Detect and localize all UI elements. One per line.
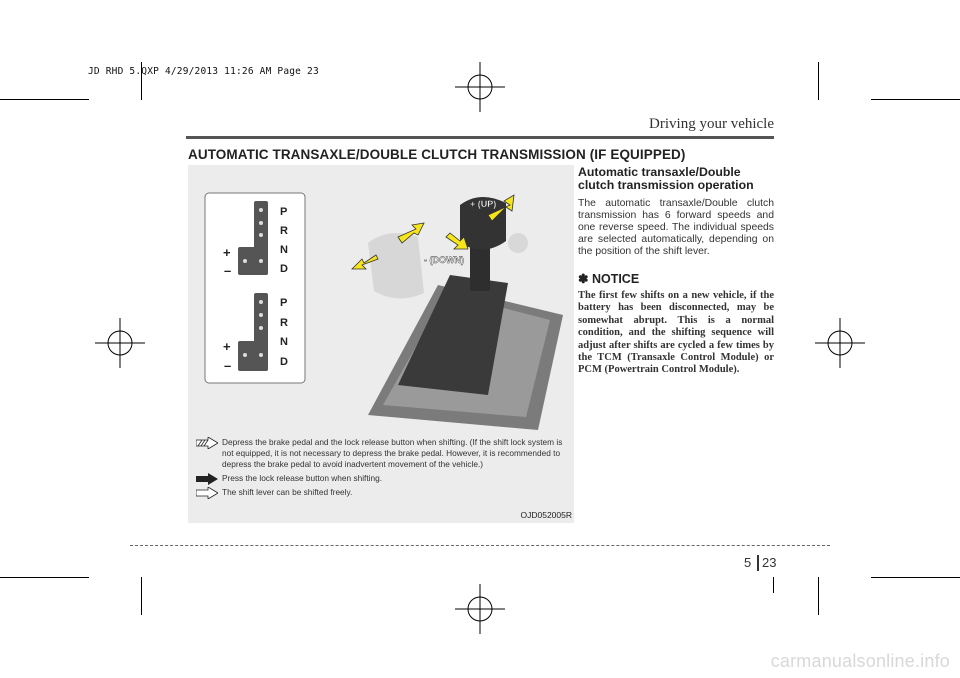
prnd-upper-p: P <box>280 206 288 218</box>
notice-title: ✽ NOTICE <box>578 272 640 286</box>
crop-mark <box>871 99 960 100</box>
registration-target-icon <box>455 62 505 112</box>
legend-item <box>192 437 572 470</box>
subsection-title: Automatic transaxle/Double clutch transmission operation <box>578 165 754 192</box>
watermark: carmanualsonline.info <box>770 651 950 671</box>
crop-mark <box>141 577 142 615</box>
prnd-lower-d: D <box>280 356 288 368</box>
crop-mark <box>871 577 960 578</box>
plus-label: + <box>223 245 231 260</box>
page-separator <box>757 555 759 571</box>
figure-code: OJD052005R <box>520 510 572 520</box>
prnd-upper-r: R <box>280 225 288 237</box>
gate-lower-manual <box>238 341 268 371</box>
ghost-lever <box>368 233 424 298</box>
chapter-number: 5 <box>744 555 752 570</box>
crop-mark <box>0 99 89 100</box>
legend-text: Press the lock release button when shifting. <box>222 473 383 483</box>
registration-target-icon <box>455 584 505 634</box>
body-paragraph: The automatic transaxle/Double clutch transmission has 6 forward speeds and one reverse speed. The individual speeds are selected automatically, depending on the position of the shift lever. <box>578 198 774 257</box>
up-label: + (UP) <box>470 199 497 209</box>
minus-label: – <box>224 358 232 373</box>
shift-lever-figure <box>188 165 574 523</box>
registration-target-icon <box>815 318 865 368</box>
registration-target-icon <box>95 318 145 368</box>
plus-label: + <box>223 339 231 354</box>
content-column <box>578 166 774 377</box>
legend-text: The shift lever can be shifted freely. <box>222 487 353 497</box>
page-number: 23 <box>762 555 777 570</box>
shift-pattern-diagram <box>188 165 574 435</box>
down-label: - (DOWN) <box>424 255 464 265</box>
crop-mark <box>0 577 89 578</box>
crop-mark <box>818 577 819 615</box>
legend <box>192 437 572 501</box>
notice-text: The first few shifts on a new vehicle, if the battery has been disconnected, may be somewhat abrupt. This is a normal condition, and the shifting sequence will adjust after shifts are cycled a few times by the TCM (Transaxle Control Module) or PCM (Powertrain Control Module). <box>578 290 774 376</box>
legend-item <box>192 473 572 484</box>
header-rule <box>186 136 774 139</box>
solid-arrow-icon <box>196 473 218 485</box>
hatched-arrow-icon <box>196 437 218 449</box>
gate-upper-manual <box>238 247 268 275</box>
crop-mark <box>773 577 774 593</box>
minus-label: – <box>224 263 232 278</box>
section-title: AUTOMATIC TRANSAXLE/DOUBLE CLUTCH TRANSMISSION (IF EQUIPPED) <box>188 147 686 162</box>
outline-arrow-icon <box>196 487 218 499</box>
crop-mark <box>818 62 819 100</box>
running-header: Driving your vehicle <box>649 116 774 132</box>
legend-item <box>192 487 572 498</box>
print-slug: JD RHD 5.QXP 4/29/2013 11:26 AM Page 23 <box>88 66 319 77</box>
prnd-lower-n: N <box>280 336 288 348</box>
prnd-lower-p: P <box>280 297 288 309</box>
footer-rule <box>130 545 830 546</box>
prnd-upper-n: N <box>280 244 288 256</box>
legend-text: Depress the brake pedal and the lock release button when shifting. (If the shift lock system is not equipped, it is not necessary to depress the brake pedal. However, it is recommended to depress the brake pedal to avoid inadvertent movement of the vehicle.) <box>222 437 563 469</box>
prnd-lower-r: R <box>280 317 288 329</box>
prnd-upper-d: D <box>280 263 288 275</box>
